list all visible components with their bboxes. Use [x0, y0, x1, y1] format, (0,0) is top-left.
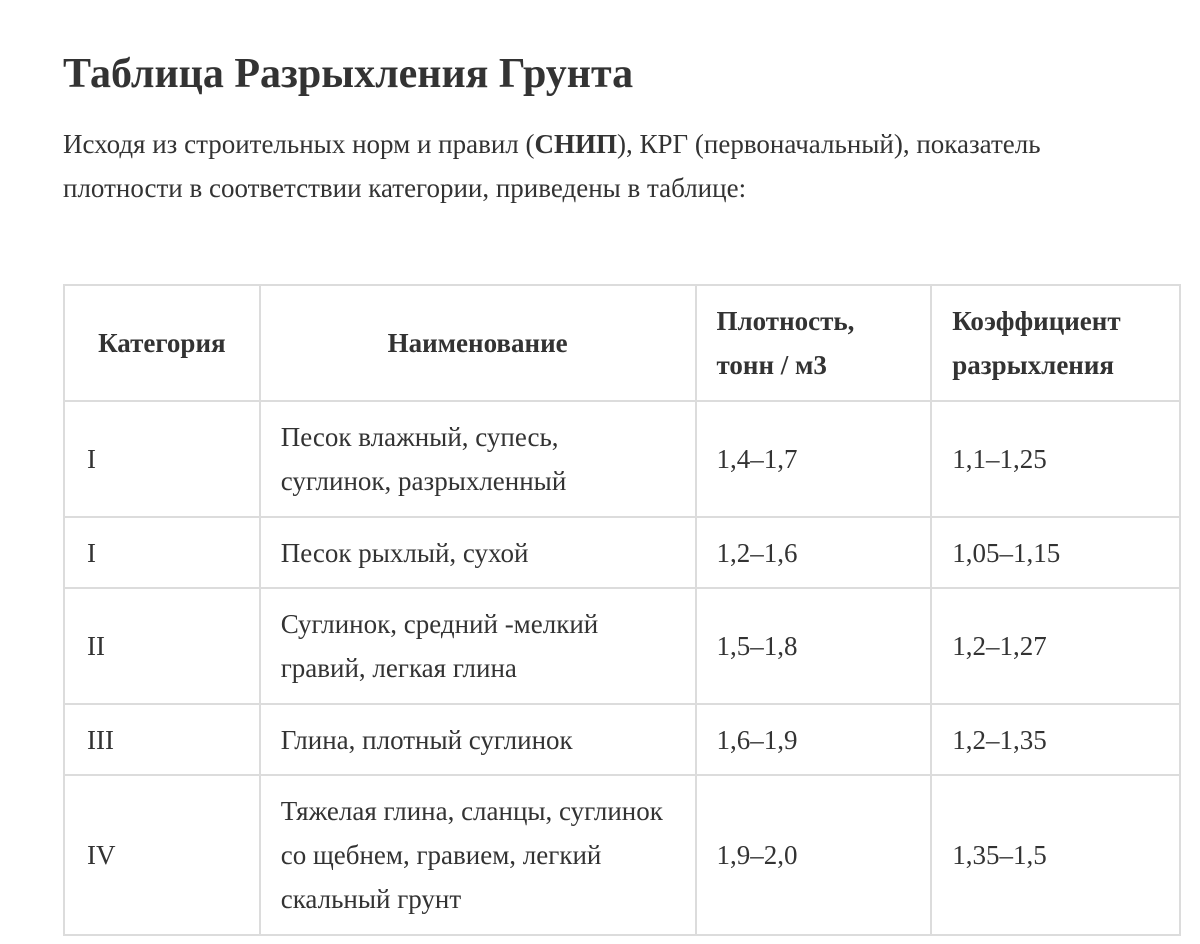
cell-category: II	[64, 588, 260, 704]
cell-category: I	[64, 401, 260, 517]
cell-density: 1,4–1,7	[696, 401, 932, 517]
cell-density: 1,6–1,9	[696, 704, 932, 775]
cell-coefficient: 1,05–1,15	[931, 517, 1180, 588]
cell-category: I	[64, 517, 260, 588]
table-row	[64, 588, 1180, 704]
header-category: Категория	[64, 285, 260, 401]
cell-category: III	[64, 704, 260, 775]
cell-density: 1,5–1,8	[696, 588, 932, 704]
intro-text-before: Исходя из строительных норм и правил (	[63, 129, 535, 159]
soil-loosening-table	[63, 284, 1181, 936]
cell-coefficient: 1,2–1,27	[931, 588, 1180, 704]
cell-name: Суглинок, средний -мелкий гравий, легкая глина	[260, 588, 696, 704]
cell-name: Песок влажный, супесь, суглинок, разрыхленный	[260, 401, 696, 517]
intro-text-after: ), КРГ (первоначальный), показатель плотности в соответствии категории, приведены в таблице:	[63, 129, 1041, 203]
page-title: Таблица Разрыхления Грунта	[63, 51, 634, 97]
cell-density: 1,9–2,0	[696, 775, 932, 935]
cell-name: Песок рыхлый, сухой	[260, 517, 696, 588]
cell-density: 1,2–1,6	[696, 517, 932, 588]
header-name: Наименование	[260, 285, 696, 401]
cell-coefficient: 1,1–1,25	[931, 401, 1180, 517]
table-row	[64, 704, 1180, 775]
cell-coefficient: 1,2–1,35	[931, 704, 1180, 775]
intro-text-bold: СНИП	[534, 129, 618, 159]
cell-name: Глина, плотный суглинок	[260, 704, 696, 775]
header-coefficient: Коэффициент разрыхления	[931, 285, 1180, 401]
header-density: Плотность, тонн / м3	[696, 285, 932, 401]
table-header-row	[64, 285, 1180, 401]
cell-coefficient: 1,35–1,5	[931, 775, 1180, 935]
cell-category: IV	[64, 775, 260, 935]
intro-paragraph	[63, 122, 1163, 210]
table-row	[64, 517, 1180, 588]
table-row	[64, 401, 1180, 517]
cell-name: Тяжелая глина, сланцы, суглинок со щебнем, гравием, легкий скальный грунт	[260, 775, 696, 935]
table-row	[64, 775, 1180, 935]
